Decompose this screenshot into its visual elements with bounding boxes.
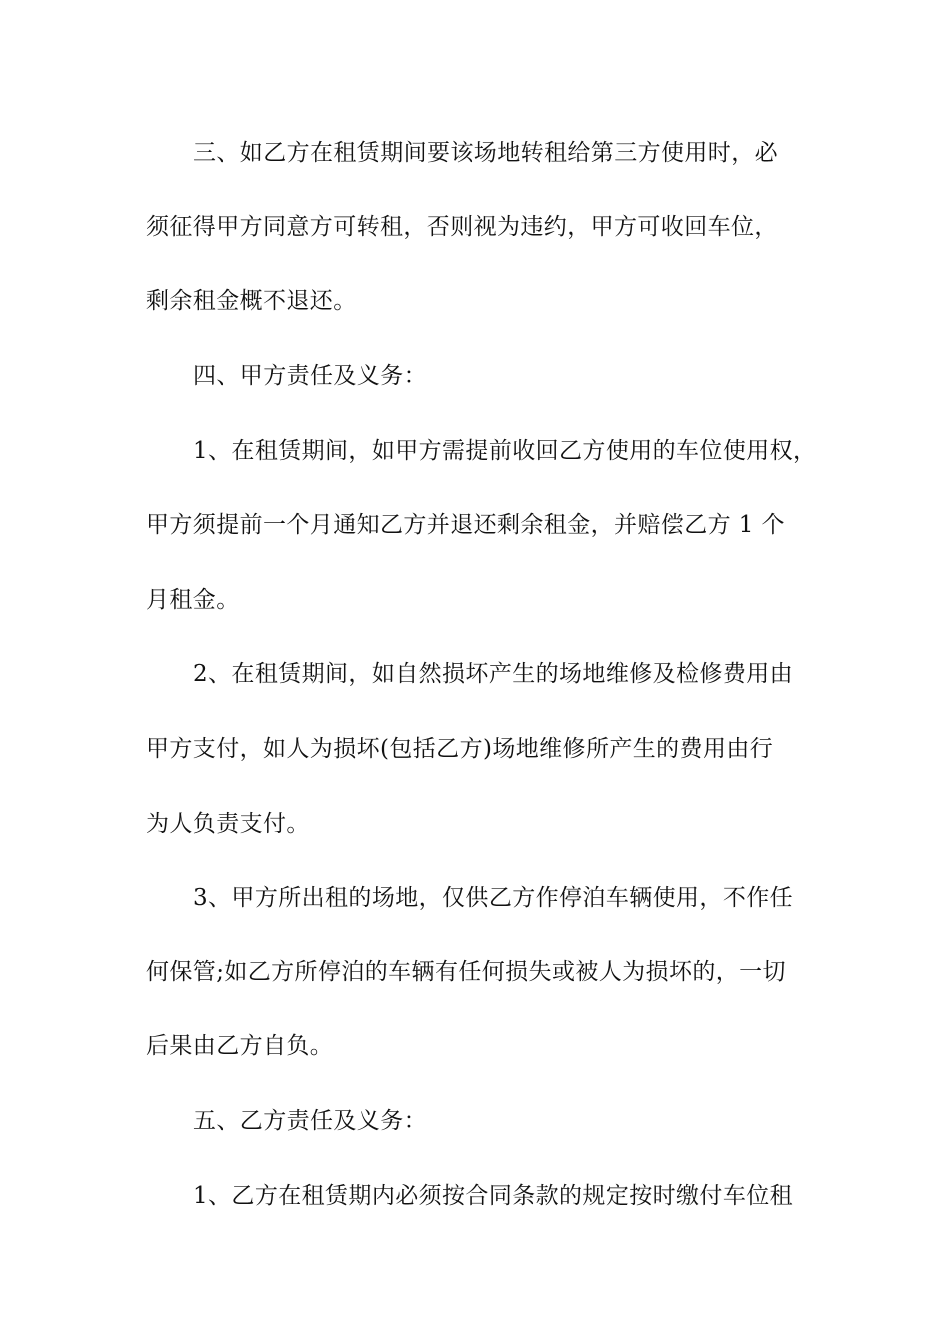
text-line: 剩余租金概不退还。	[146, 288, 357, 314]
text-line: 1、在租赁期间，如甲方需提前收回乙方使用的车位使用权，	[193, 438, 817, 464]
text-line: 甲方须提前一个月通知乙方并退还剩余租金，并赔偿乙方 1 个	[146, 512, 785, 538]
section-heading: 五、乙方责任及义务：	[193, 1108, 427, 1134]
section-heading: 四、甲方责任及义务：	[193, 363, 427, 389]
text-line: 月租金。	[146, 587, 240, 613]
text-line: 3、甲方所出租的场地，仅供乙方作停泊车辆使用，不作任	[193, 885, 794, 911]
text-line: 须征得甲方同意方可转租，否则视为违约，甲方可收回车位，	[146, 214, 778, 240]
text-line: 1、乙方在租赁期内必须按合同条款的规定按时缴付车位租	[193, 1183, 794, 1209]
text-line: 为人负责支付。	[146, 811, 310, 837]
text-line: 后果由乙方自负。	[146, 1033, 334, 1059]
text-line: 何保管;如乙方所停泊的车辆有任何损失或被人为损坏的，一切	[146, 959, 786, 985]
text-line: 甲方支付，如人为损坏(包括乙方)场地维修所产生的费用由行	[146, 736, 774, 762]
text-line: 三、如乙方在租赁期间要该场地转租给第三方使用时，必	[193, 140, 778, 166]
text-line: 2、在租赁期间，如自然损坏产生的场地维修及检修费用由	[193, 661, 794, 687]
